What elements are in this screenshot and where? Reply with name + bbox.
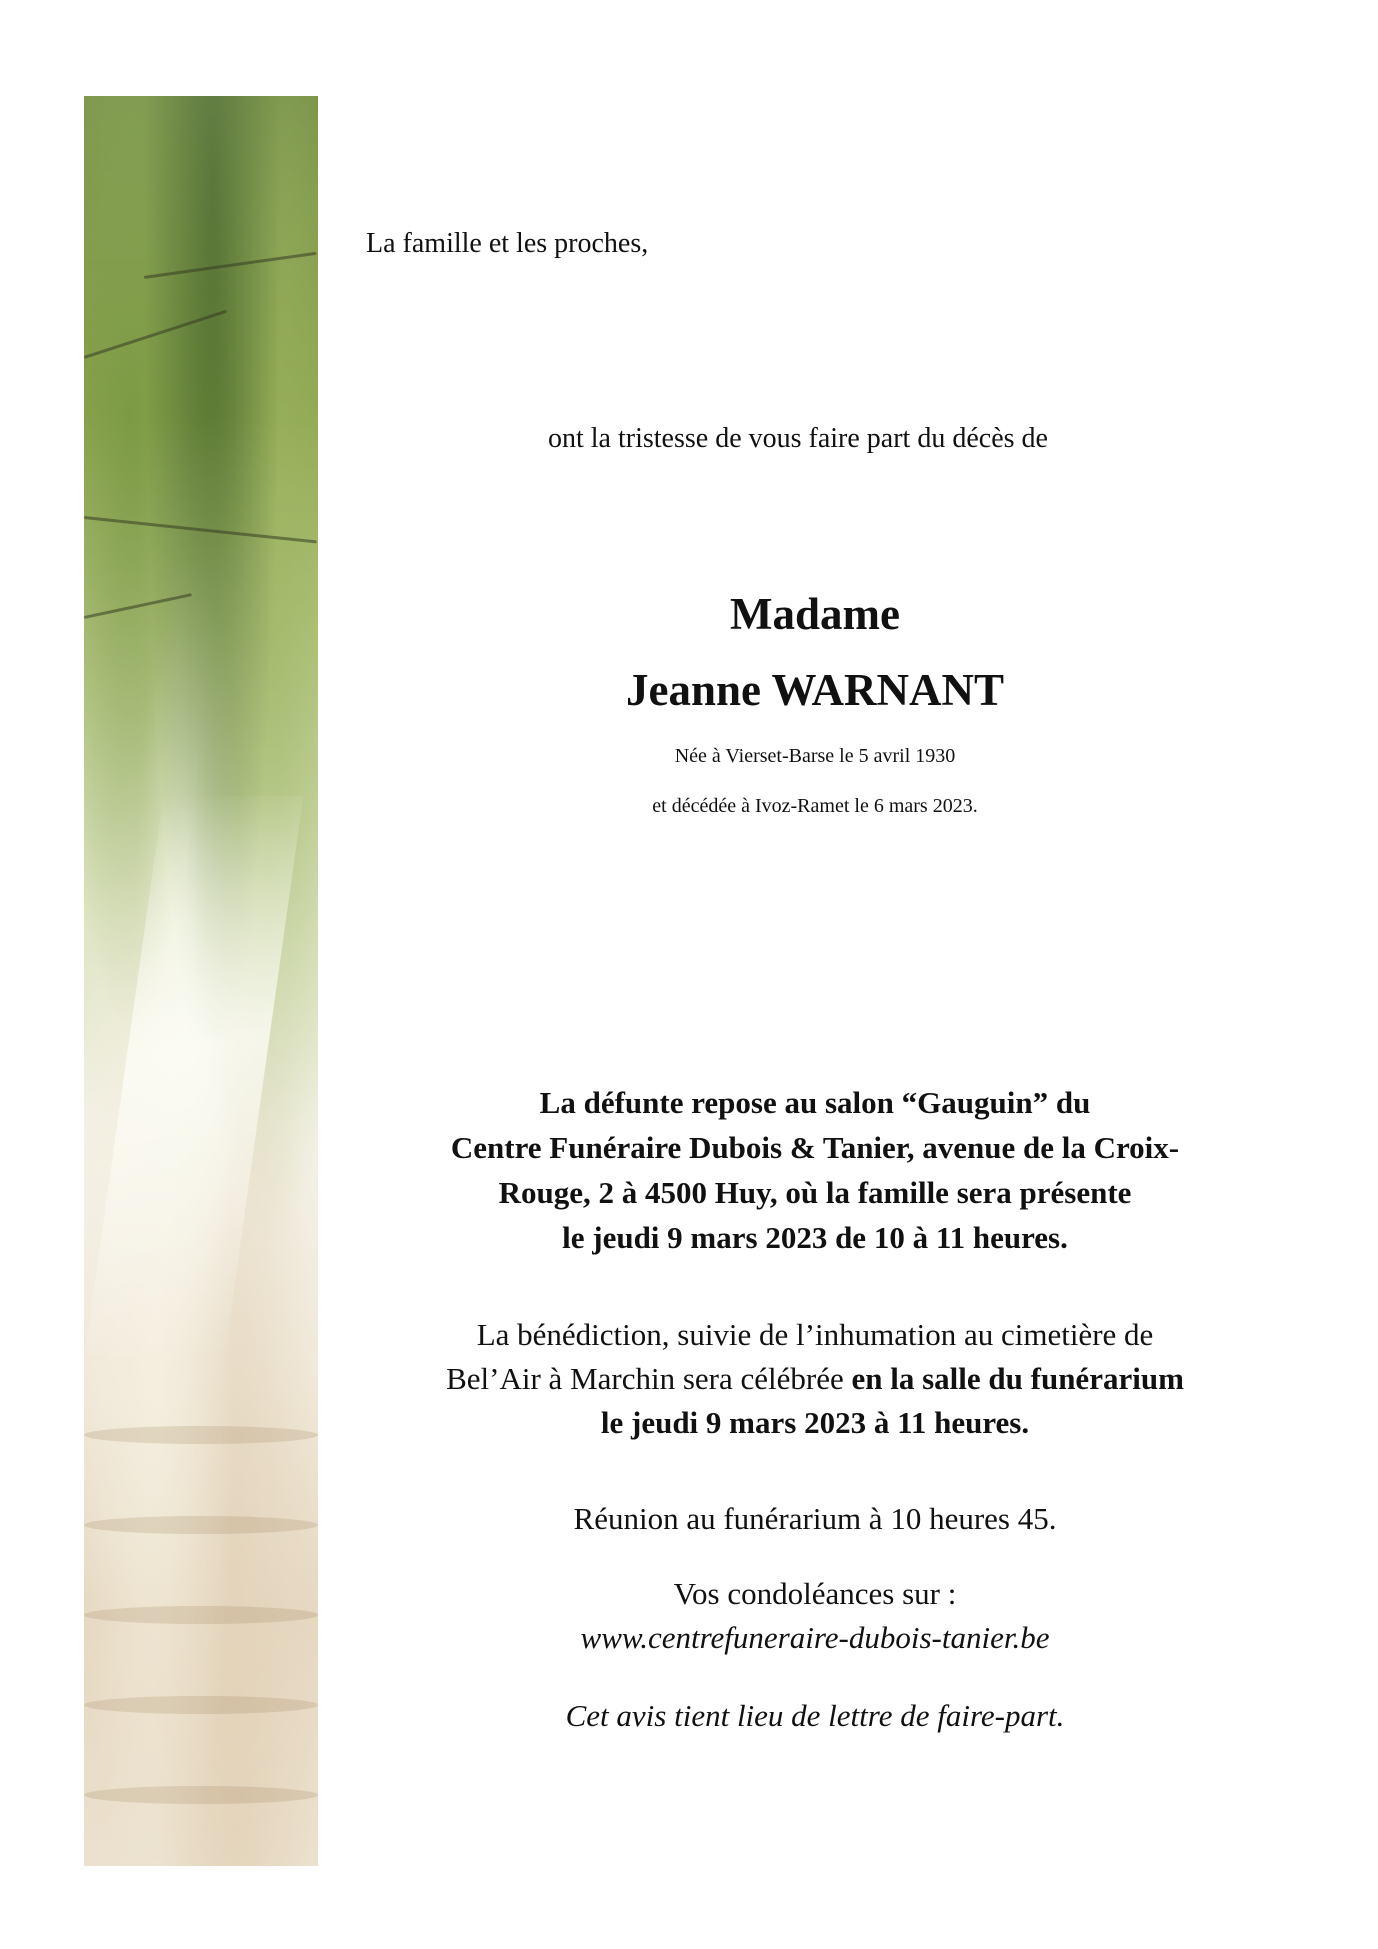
sun-rays	[85, 796, 304, 1356]
condolences-website: www.centrefuneraire-dubois-tanier.be	[580, 1620, 1050, 1655]
death-info: et décédée à Ivoz-Ramet le 6 mars 2023.	[652, 795, 978, 817]
tree-branch	[84, 516, 317, 543]
repose-line: Rouge, 2 à 4500 Huy, où la famille sera présente	[498, 1175, 1132, 1210]
repose-line: La défunte repose au salon “Gauguin” du	[539, 1085, 1091, 1120]
ceremony-line-regular: Bel’Air à Marchin sera célébrée	[446, 1361, 852, 1396]
tree-branch	[84, 310, 227, 359]
ceremony-line-2	[330, 1357, 1300, 1401]
path-shadow	[84, 1696, 318, 1714]
condolences-label: Vos condoléances sur :	[673, 1576, 957, 1611]
ceremony-line-bold: en la salle du funérarium	[851, 1361, 1184, 1396]
ceremony-paragraph	[330, 1313, 1300, 1445]
path-shadow	[84, 1516, 318, 1534]
tree-branch	[144, 252, 317, 279]
repose-paragraph	[330, 1080, 1300, 1260]
deceased-title: Madame	[730, 589, 900, 639]
forest-path-photo	[84, 96, 318, 1866]
ceremony-line: La bénédiction, suivie de l’inhumation au cimetière de	[476, 1317, 1154, 1352]
meeting-info: Réunion au funérarium à 10 heures 45.	[573, 1501, 1057, 1536]
path-shadow	[84, 1606, 318, 1624]
intro-text: La famille et les proches,	[366, 228, 649, 259]
announce-text: ont la tristesse de vous faire part du décès de	[548, 423, 1048, 454]
repose-line: le jeudi 9 mars 2023 de 10 à 11 heures.	[562, 1220, 1068, 1255]
repose-line: Centre Funéraire Dubois & Tanier, avenue de la Croix-	[450, 1130, 1180, 1165]
path-shadow	[84, 1786, 318, 1804]
tree-branch	[84, 593, 192, 619]
path-shadow	[84, 1426, 318, 1444]
ceremony-date: le jeudi 9 mars 2023 à 11 heures.	[600, 1405, 1030, 1440]
closing-note: Cet avis tient lieu de lettre de faire-part.	[565, 1698, 1065, 1733]
birth-info: Née à Vierset-Barse le 5 avril 1930	[674, 745, 956, 767]
deceased-name: Jeanne WARNANT	[626, 665, 1004, 715]
